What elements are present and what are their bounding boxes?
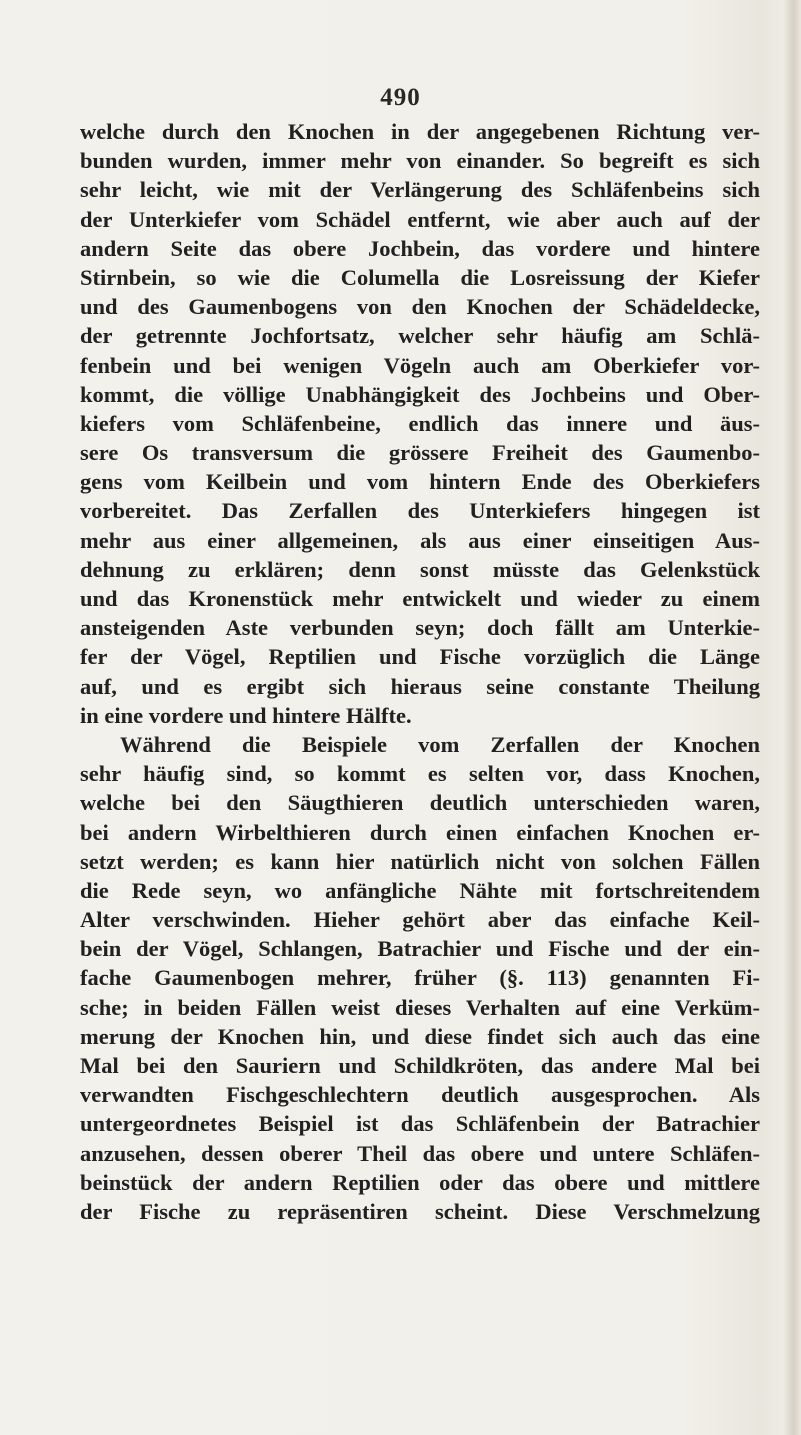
text-line: kommt, die völlige Unabhängigkeit des Jochbeins und Ober- bbox=[80, 381, 760, 407]
text-line: merung der Knochen hin, und diese findet sich auch das eine bbox=[80, 1023, 760, 1049]
text-line: fache Gaumenbogen mehrer, früher (§. 113) genannten Fi- bbox=[80, 965, 760, 991]
text-line: setzt werden; es kann hier natürlich nicht von solchen Fällen bbox=[80, 848, 760, 874]
text-line: vorbereitet. Das Zerfallen des Unterkiefers hingegen ist bbox=[80, 498, 760, 524]
text-line: bei andern Wirbelthieren durch einen einfachen Knochen er- bbox=[80, 819, 760, 845]
text-line: sche; in beiden Fällen weist dieses Verhalten auf eine Verküm- bbox=[80, 994, 760, 1020]
text-line: Alter verschwinden. Hieher gehört aber das einfache Keil- bbox=[80, 907, 760, 933]
text-line: die Rede seyn, wo anfängliche Nähte mit fortschreitendem bbox=[80, 877, 760, 903]
text-line: bein der Vögel, Schlangen, Batrachier und Fische und der ein- bbox=[80, 936, 760, 962]
text-line: bunden wurden, immer mehr von einander. So begreift es sich bbox=[80, 148, 760, 174]
paragraph-start-line: Während die Beispiele vom Zerfallen der Knochen bbox=[120, 731, 760, 757]
text-line: dehnung zu erklären; denn sonst müsste das Gelenkstück bbox=[80, 556, 760, 582]
text-line: kiefers vom Schläfenbeine, endlich das innere und äus- bbox=[80, 410, 760, 436]
text-line: untergeordnetes Beispiel ist das Schläfenbein der Batrachier bbox=[80, 1111, 760, 1137]
text-line: Mal bei den Sauriern und Schildkröten, das andere Mal bei bbox=[80, 1053, 760, 1078]
text-line: andern Seite das obere Jochbein, das vordere und hintere bbox=[80, 235, 760, 261]
text-line: fenbein und bei wenigen Vögeln auch am Oberkiefer vor- bbox=[80, 352, 760, 378]
text-line: sehr häufig sind, so kommt es selten vor, dass Knochen, bbox=[80, 761, 760, 787]
text-line: anzusehen, dessen oberer Theil das obere und untere Schläfen- bbox=[80, 1140, 760, 1166]
text-line: sere Os transversum die grössere Freiheit des Gaumenbo- bbox=[80, 440, 760, 466]
text-line: und das Kronenstück mehr entwickelt und wieder zu einem bbox=[80, 586, 760, 611]
text-line: Stirnbein, so wie die Columella die Losreissung der Kiefer bbox=[80, 264, 760, 290]
text-line: fer der Vögel, Reptilien und Fische vorzüglich die Länge bbox=[80, 644, 760, 670]
text-line: welche bei den Säugthieren deutlich unterschieden waren, bbox=[80, 790, 760, 816]
body-text bbox=[80, 117, 760, 1226]
text-line: sehr leicht, wie mit der Verlängerung des Schläfenbeins sich bbox=[80, 177, 760, 203]
text-line: auf, und es ergibt sich hieraus seine constante Theilung bbox=[80, 673, 760, 699]
paragraph-end-line: in eine vordere und hintere Hälfte. bbox=[80, 702, 412, 728]
text-line: gens vom Keilbein und vom hintern Ende des Oberkiefers bbox=[80, 469, 760, 495]
text-line: der Fische zu repräsentiren scheint. Diese Verschmelzung bbox=[80, 1198, 760, 1224]
text-line: welche durch den Knochen in der angegebenen Richtung ver- bbox=[80, 119, 760, 144]
text-line: verwandten Fischgeschlechtern deutlich ausgesprochen. Als bbox=[80, 1082, 760, 1108]
text-line: der getrennte Jochfortsatz, welcher sehr häufig am Schlä- bbox=[80, 323, 760, 349]
text-line: ansteigenden Aste verbunden seyn; doch fällt am Unterkie- bbox=[80, 615, 760, 641]
page-number: 490 bbox=[380, 84, 421, 111]
text-line: und des Gaumenbogens von den Knochen der Schädeldecke, bbox=[80, 294, 760, 320]
page-edge-shadow bbox=[783, 0, 801, 1435]
text-line: mehr aus einer allgemeinen, als aus einer einseitigen Aus- bbox=[80, 527, 760, 553]
text-line: beinstück der andern Reptilien oder das obere und mittlere bbox=[80, 1169, 760, 1195]
text-line: der Unterkiefer vom Schädel entfernt, wie aber auch auf der bbox=[80, 206, 760, 232]
